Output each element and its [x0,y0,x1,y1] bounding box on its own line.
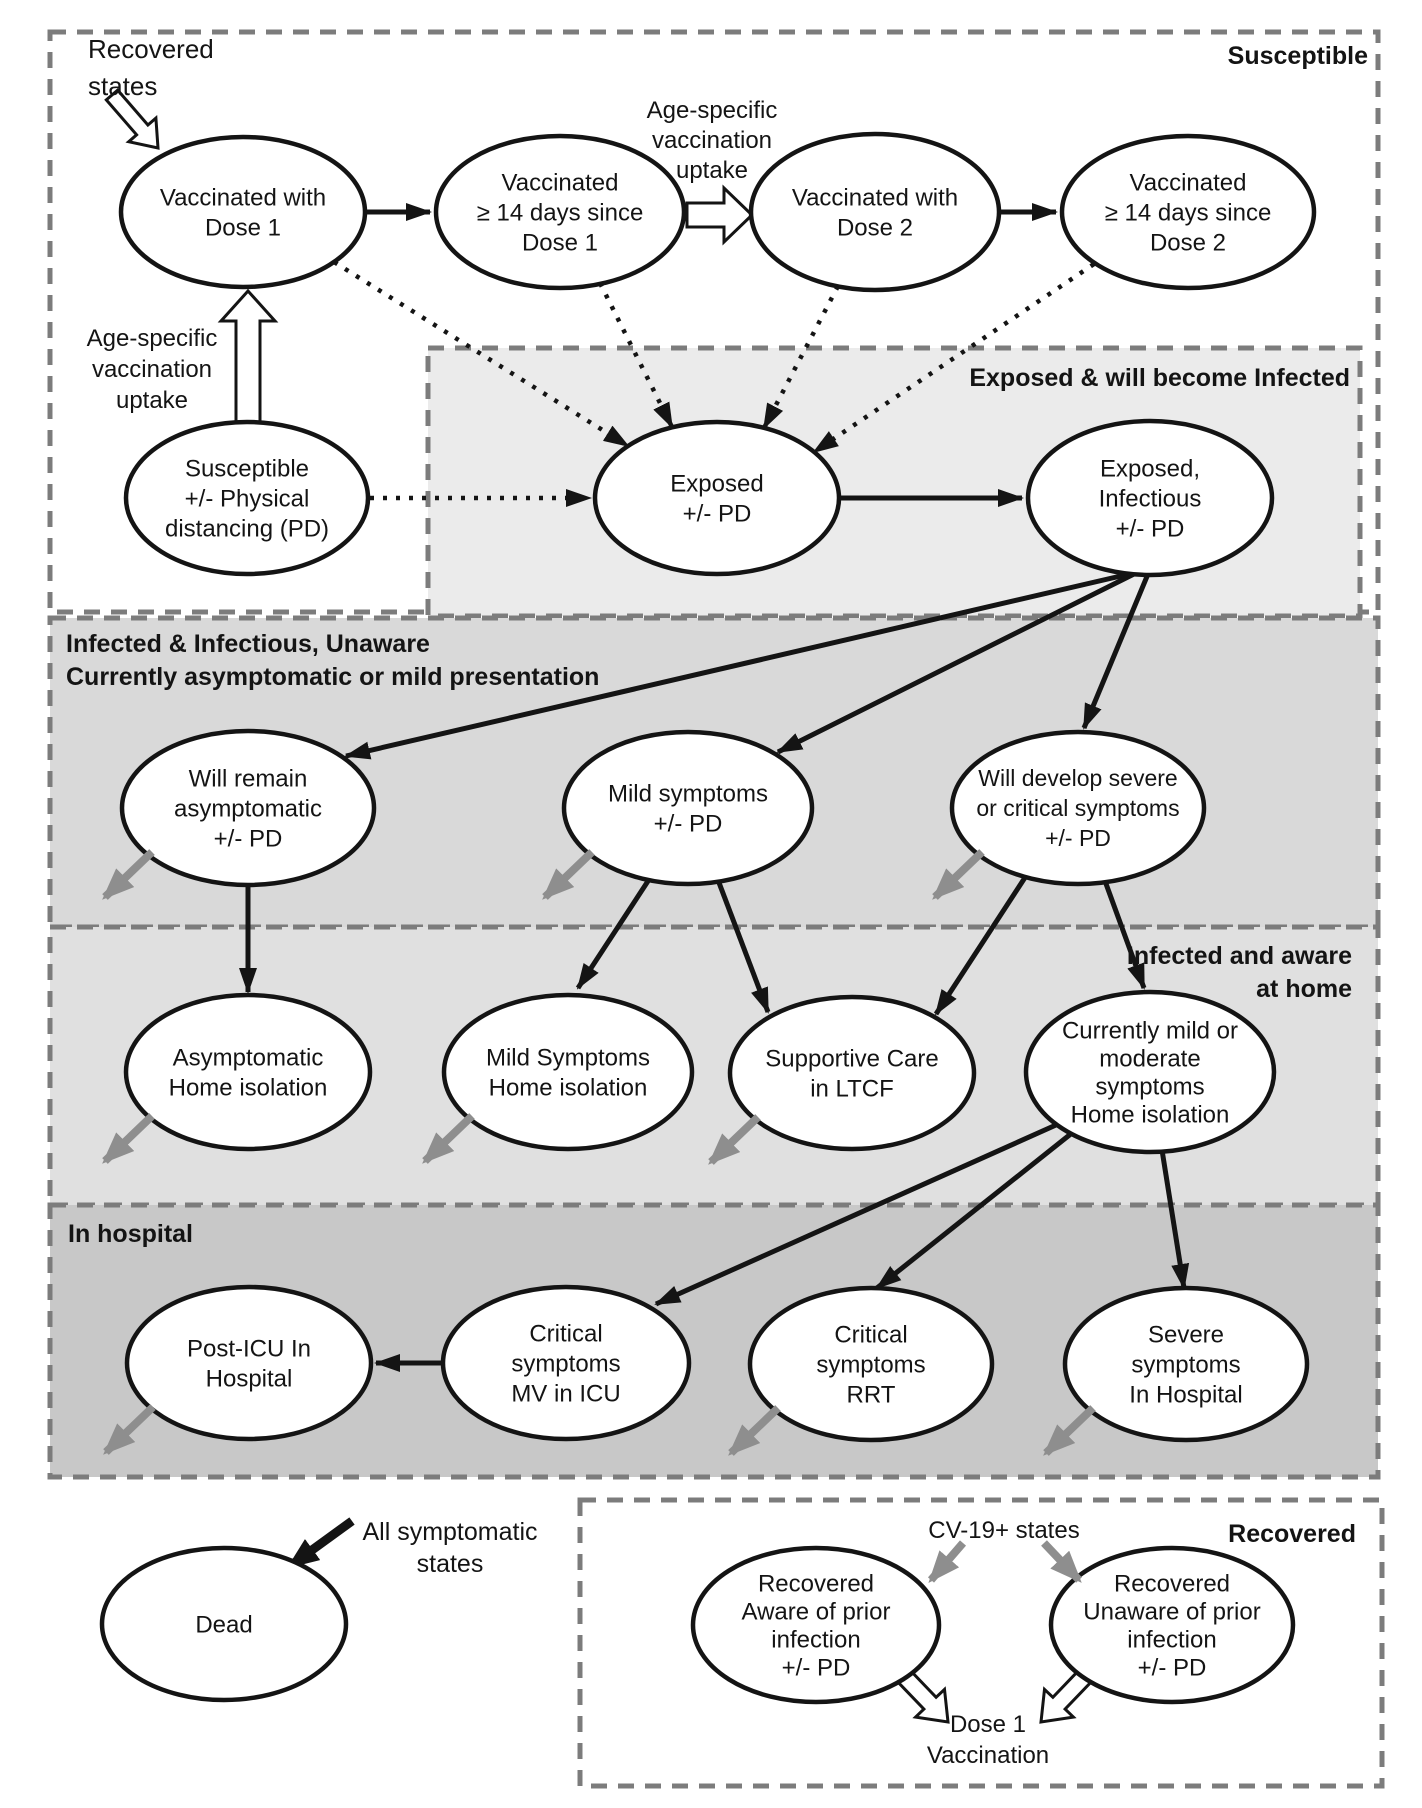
state-asymptomatic-home-isolation [126,995,370,1149]
state-label-mild-symptoms-home-isolation: Mild Symptoms Home isolation [485,1044,651,1102]
state-label-vaccinated-dose1: Vaccinated with Dose 1 [159,184,327,242]
section-label-in-hospital: In hospital [68,1220,193,1248]
state-currently-mild-moderate-home [1026,992,1274,1152]
arrow-all-symptomatic-to-dead [290,1521,352,1566]
state-label-will-develop-severe: Will develop severe or critical symptoms +/- PD [976,765,1180,852]
section-label-recovered: Recovered [1228,1520,1356,1548]
state-mild-symptoms-pd [564,732,812,884]
state-ellipse-post-icu-in-hospital [127,1287,371,1439]
state-label-severe-symptoms-in-hospital: Severe symptoms In Hospital [1129,1321,1243,1409]
state-recovered-unaware [1051,1548,1293,1702]
state-label-post-icu-in-hospital: Post-ICU In Hospital [186,1335,312,1393]
state-label-vaccinated-14days-dose1: Vaccinated ≥ 14 days since Dose 1 [476,169,644,257]
label-recovered-states: Recovered states [88,34,214,101]
state-susceptible-pd [126,422,368,574]
state-label-supportive-care-ltcf: Supportive Care in LTCF [765,1045,939,1103]
state-ellipse-asymptomatic-home-isolation [126,995,370,1149]
state-label-mild-symptoms-pd: Mild symptoms +/- PD [607,780,769,838]
section-label-infected-aware-at-home: Infected and aware at home [1126,942,1352,1003]
state-label-exposed-infectious-pd: Exposed, Infectious +/- PD [1098,455,1202,543]
label-dose1-vaccination: Dose 1 Vaccination [926,1711,1050,1769]
label-age-specific-uptake-left: Age-specific vaccination uptake [86,325,218,414]
state-exposed-pd [595,422,839,574]
state-label-recovered-unaware: Recovered Unaware of prior infection +/- PD [1083,1570,1261,1682]
section-label-infected-infectious-unaware: Infected & Infectious, Unaware Currently asymptomatic or mild presentation [66,630,600,691]
state-label-asymptomatic-home-isolation: Asymptomatic Home isolation [168,1044,328,1102]
state-vaccinated-14days-dose1 [436,136,684,288]
label-age-specific-uptake-top: Age-specific vaccination uptake [646,97,778,184]
state-will-develop-severe [952,732,1204,884]
state-label-recovered-aware: Recovered Aware of prior infection +/- PD [741,1570,891,1682]
state-supportive-care-ltcf [730,997,974,1149]
state-ellipse-supportive-care-ltcf [730,997,974,1149]
state-label-dead: Dead [195,1611,253,1639]
section-label-exposed-will-become-infected: Exposed & will become Infected [969,364,1350,392]
state-ellipse-mild-symptoms-pd [564,732,812,884]
state-critical-symptoms-rrt [750,1288,992,1440]
state-label-exposed-pd: Exposed +/- PD [670,470,764,528]
state-label-critical-symptoms-mv-icu: Critical symptoms MV in ICU [511,1320,621,1408]
state-ellipse-vaccinated-dose2 [751,134,999,290]
state-dead [102,1548,346,1700]
section-label-susceptible: Susceptible [1227,42,1368,70]
state-vaccinated-dose2 [751,134,999,290]
state-label-will-remain-asymptomatic: Will remain asymptomatic +/- PD [173,765,323,853]
state-vaccinated-14days-dose2 [1062,136,1314,288]
state-critical-symptoms-mv-icu [443,1287,689,1439]
state-label-currently-mild-moderate-home: Currently mild or moderate symptoms Home isolation [1061,1017,1239,1129]
state-exposed-infectious-pd [1028,421,1272,575]
state-will-remain-asymptomatic [122,731,374,885]
state-label-vaccinated-14days-dose2: Vaccinated ≥ 14 days since Dose 2 [1104,169,1272,257]
label-cv19-positive-states: CV-19+ states [928,1517,1080,1544]
state-label-critical-symptoms-rrt: Critical symptoms RRT [816,1321,926,1409]
state-post-icu-in-hospital [127,1287,371,1439]
state-ellipse-exposed-pd [595,422,839,574]
label-all-symptomatic-states: All symptomatic states [362,1518,538,1578]
state-mild-symptoms-home-isolation [444,995,692,1149]
state-label-susceptible-pd: Susceptible +/- Physical distancing (PD) [164,455,330,543]
state-severe-symptoms-in-hospital [1065,1288,1307,1440]
state-recovered-aware [693,1548,939,1702]
state-ellipse-vaccinated-dose1 [121,137,365,287]
state-ellipse-mild-symptoms-home-isolation [444,995,692,1149]
state-vaccinated-dose1 [121,137,365,287]
state-label-vaccinated-dose2: Vaccinated with Dose 2 [791,184,959,242]
